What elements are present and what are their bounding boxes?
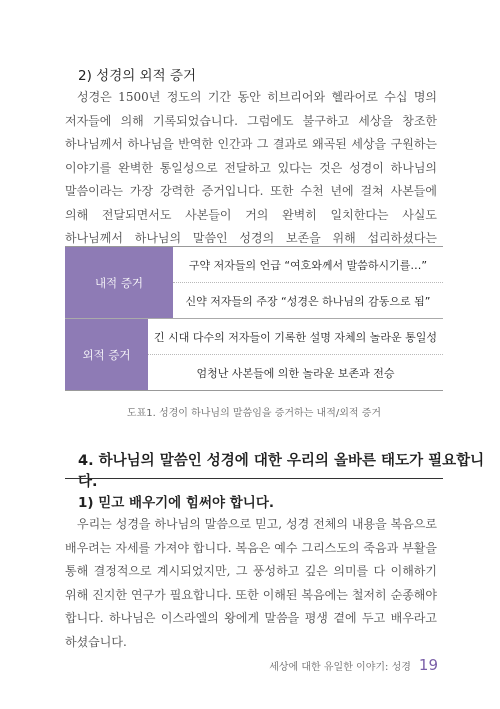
evidence-table	[65, 246, 443, 391]
section-paragraph: 성경은 1500년 정도의 기간 동안 히브리어와 헬라어로 수십 명의 저자들에 의해 기록되었습니다. 그럼에도 불구하고 세상을 창조한 하나님께서 하나님을 반역한 인간과 그 결과로 왜곡된 세상을 구원하는 이야기를 완벽한 통일성으로 전달하고 있다는 것은 성경이 하나님의 말씀이라는 가장 강력한 증거입니다. 또한 수천 년에 걸쳐 사본들에 의해 전달되면서도 사본들이 거의 완벽히 일치한다는 사실도 하나님께서 하나님의 말씀인 성경의 보존을 위해 섭리하셨다는	[65, 90, 438, 245]
running-title: 세상에 대한 유일한 이야기: 성경	[269, 662, 411, 673]
external-evidence-label: 외적 증거	[65, 319, 148, 390]
table-row: 긴 시대 다수의 저자들이 기록한 설명 자체의 놀라운 통일성	[148, 319, 443, 355]
external-evidence-group	[65, 319, 443, 390]
page-footer	[269, 656, 438, 674]
table-row: 구약 저자들의 언급 “여호와께서 말씀하시기를…”	[173, 247, 443, 283]
internal-evidence-group	[65, 247, 443, 319]
table-row: 신약 저자들의 주장 “성경은 하나님의 감동으로 됨”	[185, 294, 431, 308]
chapter-paragraph: 우리는 성경을 하나님의 말씀으로 믿고, 성경 전체의 내용을 복음으로 배우려는 자세를 가져야 합니다. 복음은 예수 그리스도의 죽음과 부활을 통해 결정적으로 계시되었지만, 그 풍성하고 깊은 의미를 다 이해하기 위해 진지한 연구가 필요합니다. 또한 이해된 복음에는 철저히 순종해야 합니다. 하나님은 이스라엘의 왕에게 말씀을 평생 곁에 두고 배우라고 하셨습니다.	[65, 517, 437, 649]
internal-evidence-rows	[173, 247, 443, 318]
external-evidence-rows	[148, 319, 443, 390]
internal-evidence-label: 내적 증거	[65, 247, 173, 318]
chapter-subheading: 1) 믿고 배우기에 힘써야 합니다.	[78, 495, 274, 511]
table-row: 엄청난 사본들에 의한 놀라운 보존과 전승	[196, 366, 395, 380]
chapter-heading: 4. 하나님의 말씀인 성경에 대한 우리의 올바른 태도가 필요합니다.	[78, 453, 485, 490]
heading-divider	[65, 478, 443, 479]
section-heading: 2) 성경의 외적 증거	[78, 68, 197, 84]
table-caption: 도표1. 성경이 하나님의 말씀임을 증거하는 내적/외적 증거	[126, 408, 382, 419]
page-number: 19	[418, 656, 438, 674]
